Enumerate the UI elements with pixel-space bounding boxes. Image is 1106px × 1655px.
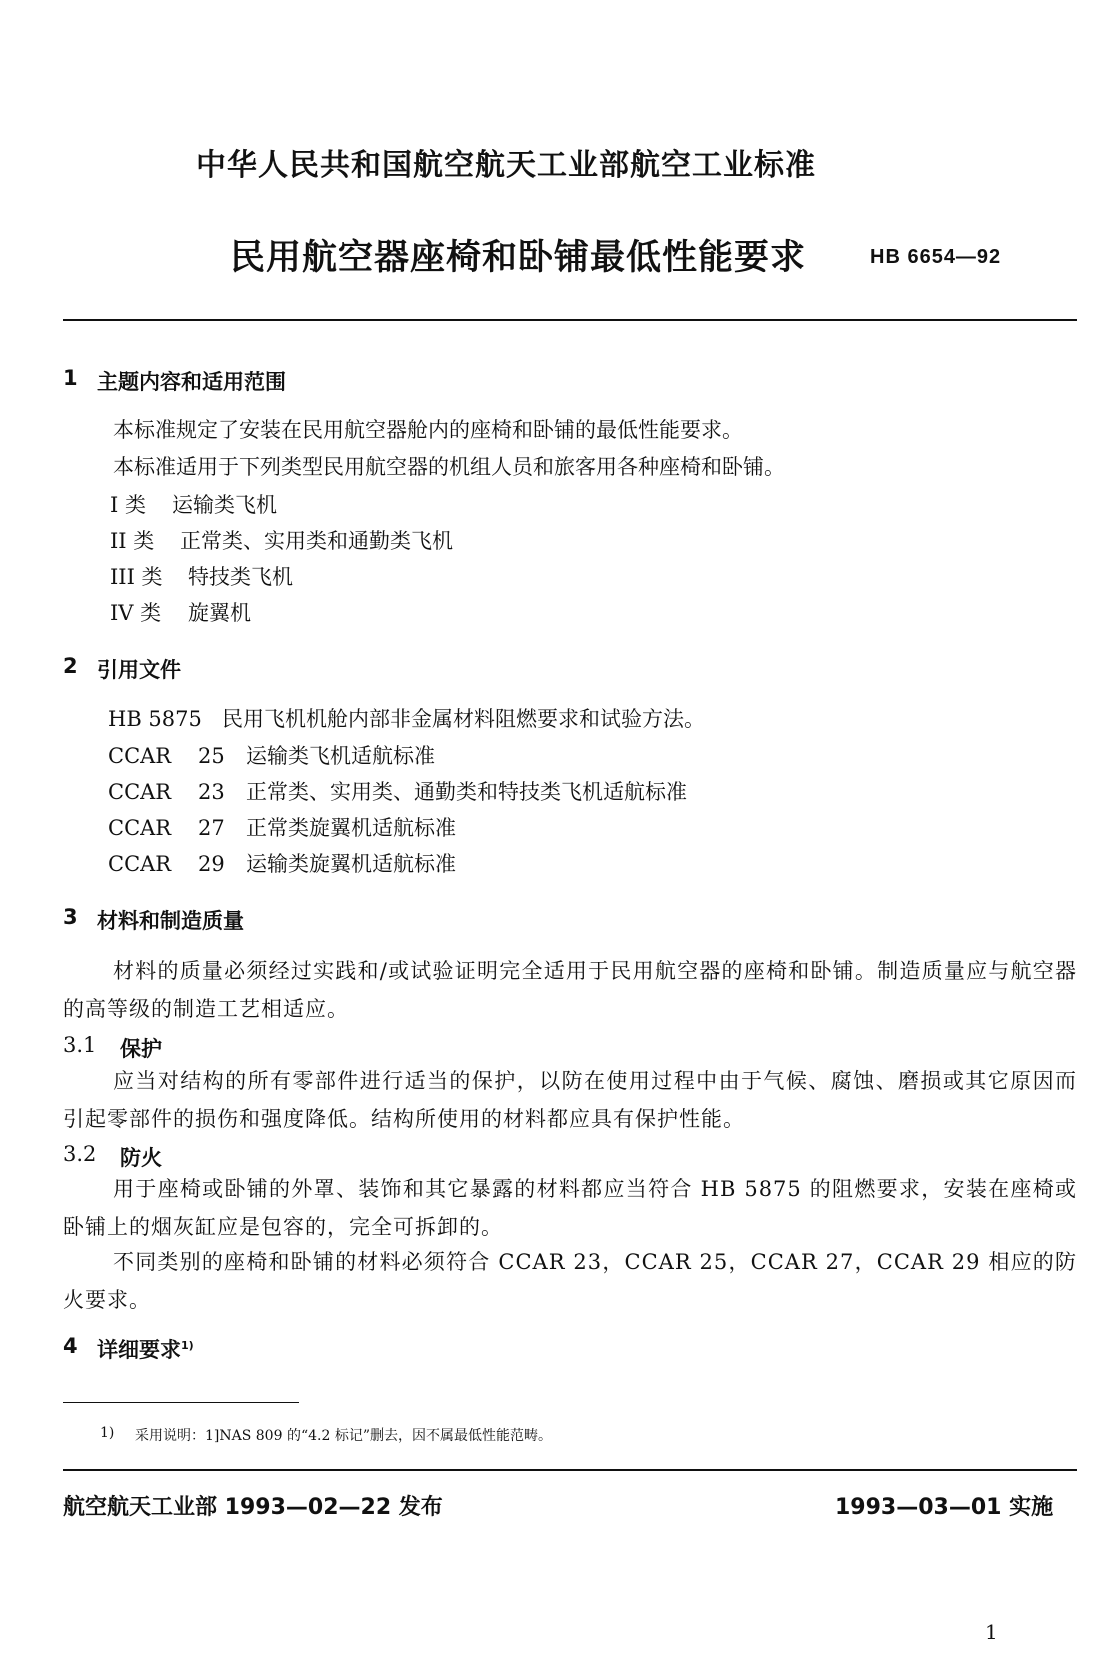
footnote-reference: 1) bbox=[181, 1339, 194, 1352]
page-number: 1 bbox=[985, 1620, 998, 1644]
class-label: IV 类 bbox=[110, 601, 162, 625]
footnote-rule bbox=[63, 1402, 299, 1403]
ref-code: CCAR bbox=[108, 780, 172, 804]
section-3-2-paragraph-1: 用于座椅或卧铺的外罩、装饰和其它暴露的材料都应当符合 HB 5875 的阻燃要求，安装在座椅或卧铺上的烟灰缸应是包容的，完全可拆卸的。 bbox=[63, 1177, 1077, 1239]
ref-text: 运输类旋翼机适航标准 bbox=[246, 852, 456, 876]
ref-number: 25 bbox=[198, 744, 225, 768]
ref-text: 运输类飞机适航标准 bbox=[246, 744, 435, 768]
section-3-title: 材料和制造质量 bbox=[97, 909, 244, 933]
section-4-title-block bbox=[97, 1334, 194, 1364]
class-label: II 类 bbox=[110, 529, 155, 553]
section-4-title: 详细要求 bbox=[97, 1338, 181, 1362]
ref-text: 民用飞机机舱内部非金属材料阻燃要求和试验方法。 bbox=[222, 707, 705, 731]
section-2-title: 引用文件 bbox=[97, 658, 181, 682]
class-text: 旋翼机 bbox=[188, 601, 251, 625]
effective-date: 1993—03—01 实施 bbox=[835, 1495, 1054, 1520]
section-1-number: 1 bbox=[63, 366, 78, 390]
ref-code: CCAR bbox=[108, 852, 172, 876]
ref-text: 正常类、实用类、通勤类和特技类飞机适航标准 bbox=[246, 780, 687, 804]
section-2-number: 2 bbox=[63, 654, 78, 678]
section-3-2-title: 防火 bbox=[120, 1146, 162, 1170]
class-text: 正常类、实用类和通勤类飞机 bbox=[180, 529, 453, 553]
class-label: III 类 bbox=[110, 565, 163, 589]
class-label: I 类 bbox=[110, 493, 146, 517]
footnote-mark: 1) bbox=[100, 1425, 115, 1441]
section-3-1-title: 保护 bbox=[120, 1037, 162, 1061]
ref-code: CCAR bbox=[108, 744, 172, 768]
ministry-standard-heading: 中华人民共和国航空航天工业部航空工业标准 bbox=[196, 148, 816, 183]
ref-number: 29 bbox=[198, 852, 225, 876]
section-4-number: 4 bbox=[63, 1334, 78, 1358]
issue-date: 航空航天工业部 1993—02—22 发布 bbox=[63, 1495, 443, 1520]
section-3-paragraph: 材料的质量必须经过实践和/或试验证明完全适用于民用航空器的座椅和卧铺。制造质量应与航空器的高等级的制造工艺相适应。 bbox=[63, 959, 1077, 1021]
standard-code: HB 6654—92 bbox=[870, 246, 1002, 268]
document-title: 民用航空器座椅和卧铺最低性能要求 bbox=[230, 238, 807, 278]
footer-rule bbox=[63, 1469, 1077, 1471]
section-3-number: 3 bbox=[63, 905, 78, 929]
footnote-text: 采用说明：1]NAS 809 的“4.2 标记”删去，因不属最低性能范畴。 bbox=[135, 1428, 552, 1444]
section-1-paragraph-2: 本标准适用于下列类型民用航空器的机组人员和旅客用各种座椅和卧铺。 bbox=[113, 455, 785, 479]
section-3-2-number: 3.2 bbox=[63, 1142, 97, 1166]
class-text: 特技类飞机 bbox=[188, 565, 293, 589]
section-3-2-paragraph-2: 不同类别的座椅和卧铺的材料必须符合 CCAR 23，CCAR 25，CCAR 27，CCAR 29 相应的防火要求。 bbox=[63, 1250, 1077, 1312]
ref-text: 正常类旋翼机适航标准 bbox=[246, 816, 456, 840]
section-3-1-number: 3.1 bbox=[63, 1033, 97, 1057]
section-1-paragraph-1: 本标准规定了安装在民用航空器舱内的座椅和卧铺的最低性能要求。 bbox=[113, 418, 743, 442]
ref-number: 23 bbox=[198, 780, 225, 804]
ref-code: CCAR bbox=[108, 816, 172, 840]
section-3-1-paragraph: 应当对结构的所有零部件进行适当的保护，以防在使用过程中由于气候、腐蚀、磨损或其它原因而引起零部件的损伤和强度降低。结构所使用的材料都应具有保护性能。 bbox=[63, 1069, 1077, 1131]
ref-number: 27 bbox=[198, 816, 225, 840]
section-1-title: 主题内容和适用范围 bbox=[97, 370, 286, 394]
class-text: 运输类飞机 bbox=[172, 493, 277, 517]
ref-code: HB 5875 bbox=[108, 707, 202, 731]
header-rule bbox=[63, 319, 1077, 321]
